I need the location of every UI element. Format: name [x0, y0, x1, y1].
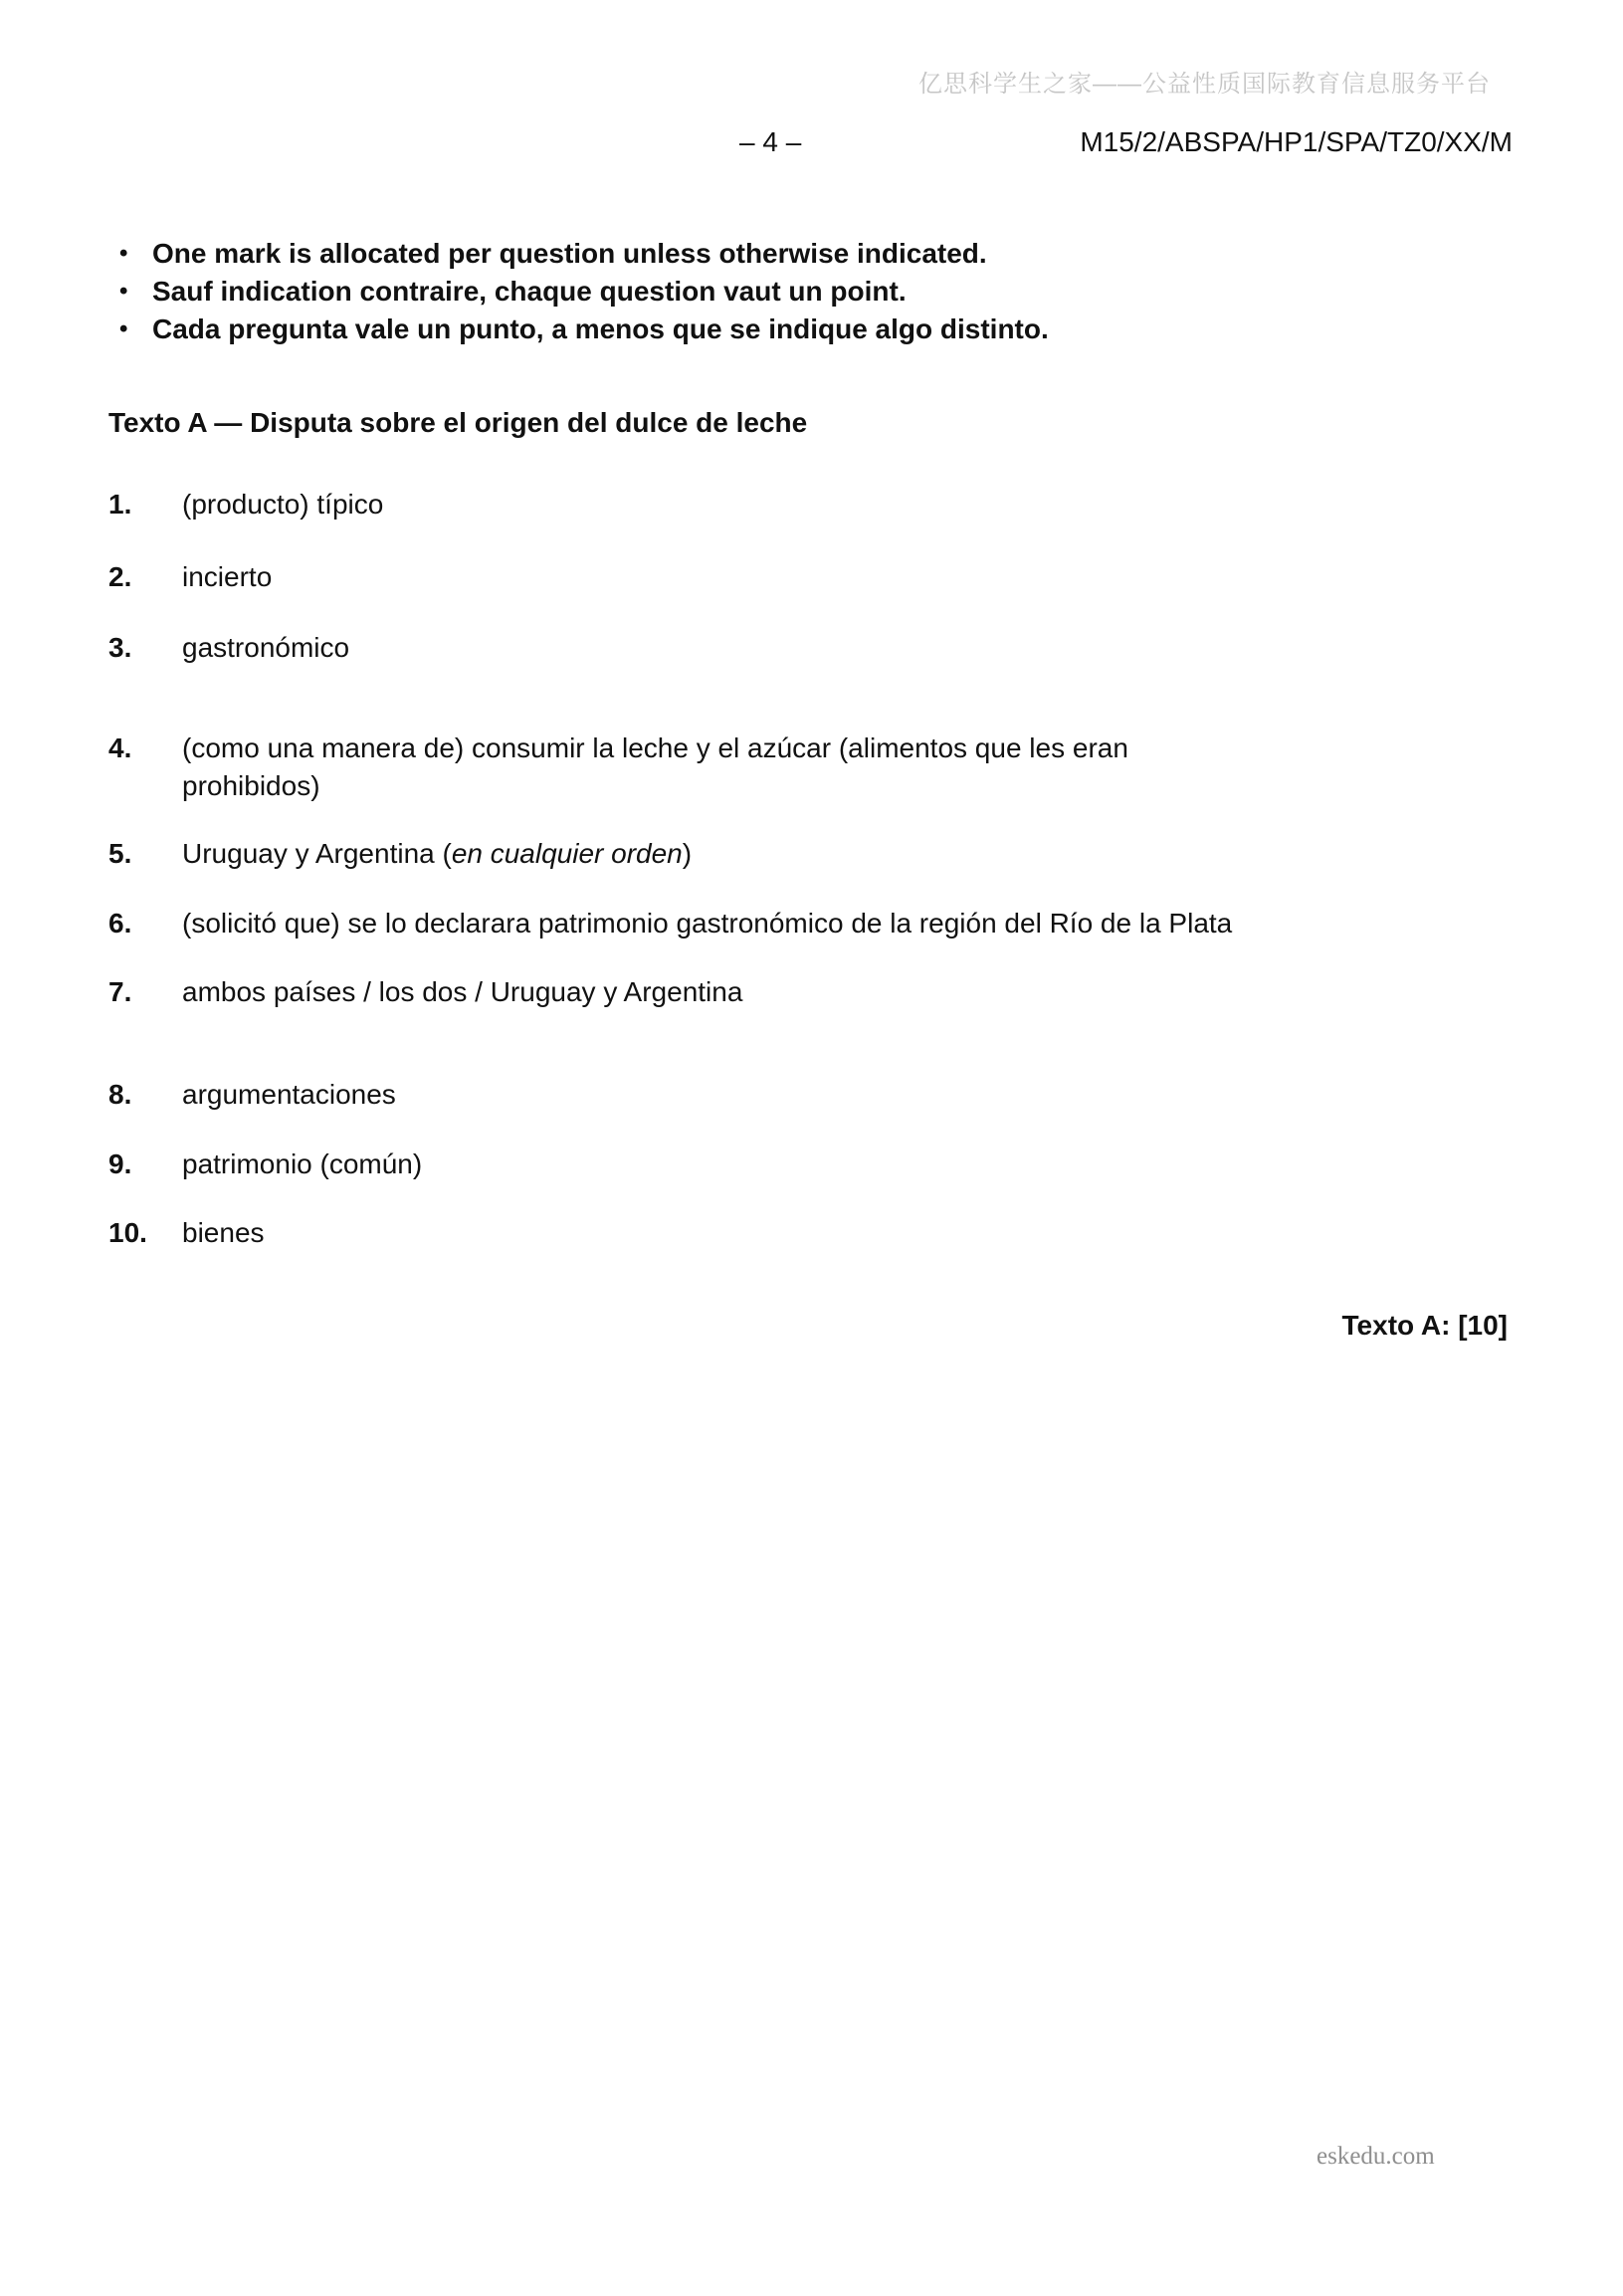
answer-number: 2. — [108, 561, 132, 592]
answer-row-3 — [108, 629, 349, 667]
paper-code: M15/2/ABSPA/HP1/SPA/TZ0/XX/M — [1080, 126, 1513, 157]
answer-text-italic: en cualquier orden — [451, 838, 683, 869]
answer-row-4 — [108, 730, 1128, 805]
answer-row-8 — [108, 1076, 396, 1114]
answer-number: 1. — [108, 489, 132, 520]
answer-text-line: prohibidos) — [182, 770, 320, 801]
answer-text: argumentaciones — [182, 1079, 396, 1110]
answer-number: 4. — [108, 732, 132, 763]
answer-number: 6. — [108, 908, 132, 939]
chinese-watermark: 亿思科学生之家——公益性质国际教育信息服务平台 — [918, 71, 1491, 98]
page-number: – 4 – — [739, 126, 802, 157]
answer-row-6 — [108, 905, 1232, 942]
answer-number: 5. — [108, 838, 132, 869]
instruction-text: Sauf indication contraire, chaque question vaut un point. — [152, 276, 907, 307]
section-title: Texto A — Disputa sobre el origen del dulce de leche — [108, 407, 808, 438]
answer-number: 8. — [108, 1079, 132, 1110]
answer-number: 3. — [108, 632, 132, 663]
bullet-icon: • — [119, 315, 128, 342]
answer-text: patrimonio (común) — [182, 1148, 423, 1179]
section-total: Texto A: [10] — [1341, 1310, 1508, 1341]
instruction-text: One mark is allocated per question unless otherwise indicated. — [152, 238, 987, 269]
instruction-text: Cada pregunta vale un punto, a menos que se indique algo distinto. — [152, 313, 1049, 344]
answer-text: bienes — [182, 1217, 265, 1248]
answer-text-plain: Uruguay y Argentina ( — [182, 838, 452, 869]
instruction-item — [108, 273, 1049, 311]
answer-row-9 — [108, 1146, 422, 1183]
answer-text: gastronómico — [182, 632, 350, 663]
answer-row-7 — [108, 973, 742, 1011]
instructions-list — [108, 235, 1049, 348]
bullet-icon: • — [119, 240, 128, 267]
answer-row-10 — [108, 1214, 265, 1252]
answer-text-plain: ) — [682, 838, 693, 869]
bullet-icon: • — [119, 278, 128, 305]
answer-text — [182, 835, 692, 873]
answer-text — [182, 730, 1128, 805]
answer-number: 7. — [108, 976, 132, 1007]
answer-text: (producto) típico — [182, 489, 384, 520]
answer-number: 10. — [108, 1217, 147, 1248]
instruction-item — [108, 235, 1049, 273]
answer-row-5 — [108, 835, 692, 873]
answer-text: ambos países / los dos / Uruguay y Argentina — [182, 976, 743, 1007]
answer-text: incierto — [182, 561, 273, 592]
answer-text: (solicitó que) se lo declarara patrimonio gastronómico de la región del Río de la Plata — [182, 908, 1233, 939]
instruction-item — [108, 311, 1049, 348]
site-watermark: eskedu.com — [1317, 2143, 1435, 2170]
answer-row-1 — [108, 486, 383, 523]
answer-number: 9. — [108, 1148, 132, 1179]
answer-row-2 — [108, 558, 272, 596]
answer-text-line: (como una manera de) consumir la leche y el azúcar (alimentos que les eran — [182, 732, 1128, 763]
